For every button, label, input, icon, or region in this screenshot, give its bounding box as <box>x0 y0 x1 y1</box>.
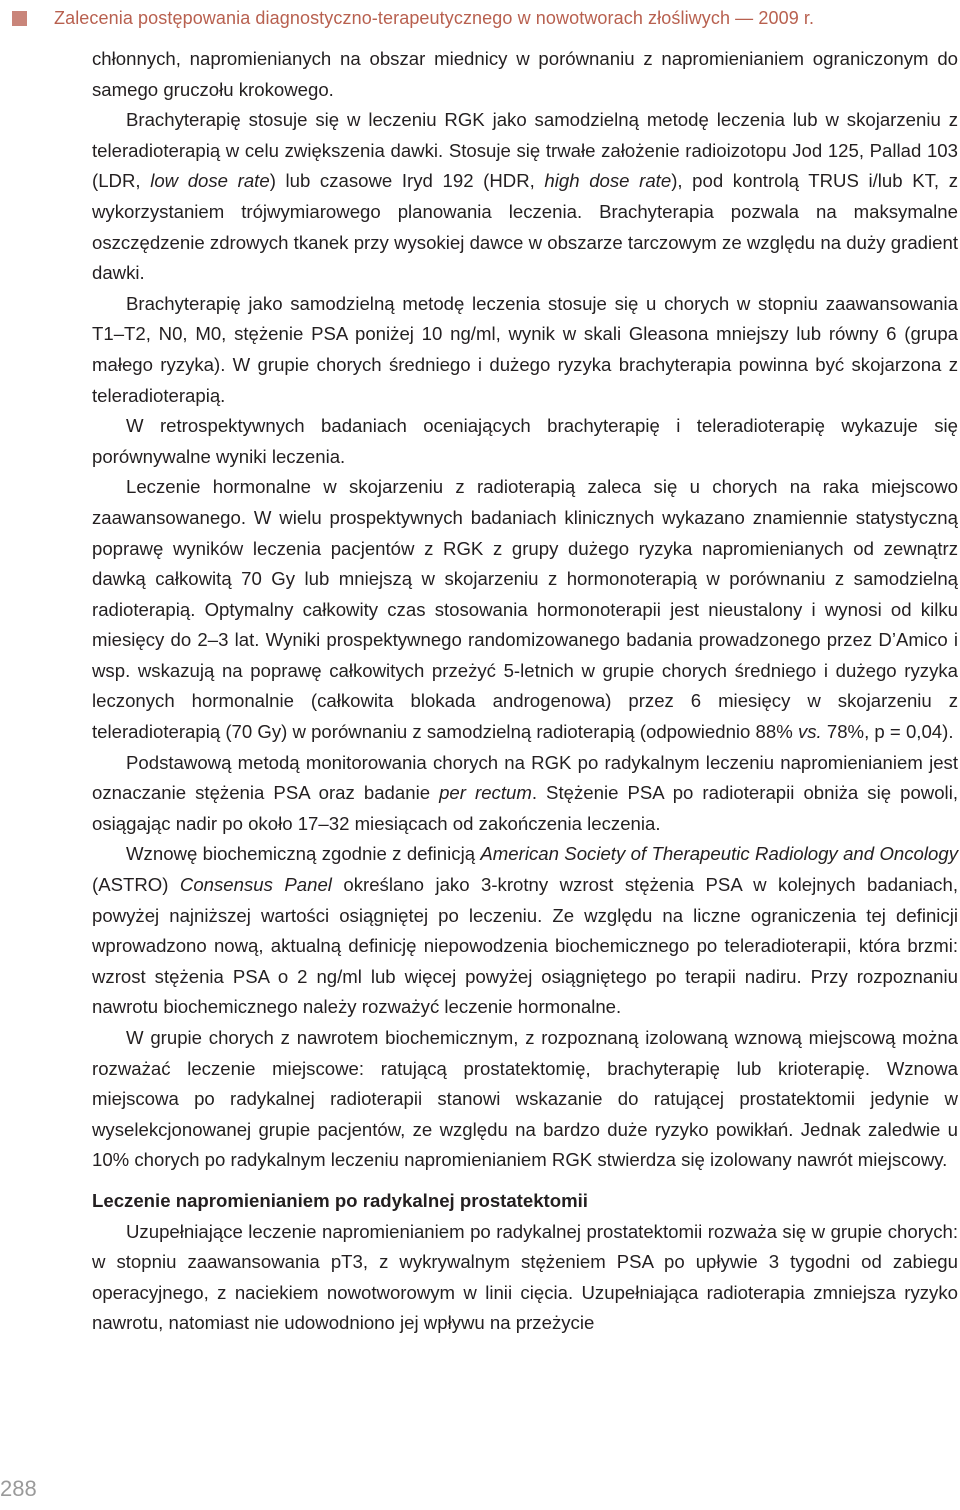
italic-term: American Society of Therapeutic Radiology and Oncology <box>480 843 958 865</box>
text-run: ) lub czasowe Iryd 192 (HDR, <box>269 170 545 192</box>
paragraph-monitoring <box>92 748 958 840</box>
paragraph-adjuvant-radiotherapy: Uzupełniające leczenie napromienianiem po radykalnej prostatektomii rozważa się w grupie chorych: w stopniu zaawansowania pT3, z wykrywalnym stężeniem PSA po upływie 3 tygodni od zabiegu operacyjnego, z naciekiem nowotworowym w linii cięcia. Uzupełniająca radioterapia zmniejsza ryzyko nawrotu, natomiast nie udowodniono jej wpływu na przeżycie <box>92 1220 958 1334</box>
page-number: 288 <box>0 1476 37 1501</box>
paragraph-retrospective-studies <box>92 411 958 472</box>
paragraph-brachytherapy-indications <box>92 289 958 411</box>
paragraph-biochemical-recurrence <box>92 839 958 1023</box>
text-run: ), pod kontrolą TRUS i/lub KT, z wykorzystaniem trójwymiarowego planowania leczenia. Brachyterapia pozwala na maksymalne oszczędzenie zdrowych tkanek przy wysokiej dawce w obszarze tarczowym ze względu na duży gradient dawki. <box>92 170 958 284</box>
text-run: chłonnych, napromienianych na obszar miednicy w porównaniu z napromienianiem ograniczonym do samego gruczołu krokowego. <box>92 48 958 100</box>
running-header <box>12 6 952 30</box>
paragraph-hormonal-therapy <box>92 472 958 747</box>
text-run: 78%, p = 0,04). <box>821 721 954 743</box>
text-run: . Stężenie PSA po radioterapii obniża się powoli, osiągając nadir po około 17–32 miesiącach od zakończenia leczenia. <box>92 782 958 834</box>
text-run: Podstawową metodą monitorowania chorych na RGK po radykalnym leczeniu napromienianiem jest oznaczanie stężenia PSA oraz badanie <box>92 751 958 804</box>
italic-term: high dose rate <box>544 170 672 192</box>
paragraph-continuation <box>92 44 958 105</box>
text-run: W retrospektywnych badaniach oceniających brachyterapię i teleradioterapię wykazuje się porównywalne wyniki leczenia. <box>92 415 958 467</box>
paragraph-local-recurrence <box>92 1023 958 1176</box>
text-run: Brachyterapię jako samodzielną metodę leczenia stosuje się u chorych w stopniu zaawansowania T1–T2, N0, M0, stężenie PSA poniżej 10 ng/ml, wynik w skali Gleasona mniejszy lub równy 6 (grupa małego ryzyka). W grupie chorych średniego i dużego ryzyka brachyterapia powinna być skojarzona z teleradioterapią. <box>92 292 958 406</box>
text-run: (ASTRO) <box>92 874 180 896</box>
header-square-icon <box>12 11 27 26</box>
section-heading: Leczenie napromienianiem po radykalnej prostatektomii <box>92 1189 588 1211</box>
text-run: W grupie chorych z nawrotem biochemicznym, z rozpoznaną izolowaną wznową miejscową można rozważać leczenie miejscowe: ratującą prostatektomię, brachyterapię lub krioterapię. Wznowa miejscowa po radykalnej radioterapii stanowi wskazanie do ratującej prostatektomii jedynie w wyselekcjonowanej grupie pacjentów, ze względu na bardzo duże ryzyko powikłań. Jednak zaledwie u 10% chorych po radykalnym leczeniu napromienianiem RGK stwierdza się izolowany nawrót miejscowy. <box>92 1027 958 1171</box>
italic-term: vs. <box>797 721 822 743</box>
italic-term: per rectum <box>439 782 532 804</box>
text-run: Brachyterapię stosuje się w leczeniu RGK jako samodzielną metodę leczenia lub w skojarzeniu z teleradioterapią w celu zwiększenia dawki. Stosuje się trwałe założenie radioizotopu Jod 125, Pallad 103 (LDR, <box>92 109 958 192</box>
body-text <box>92 44 958 1339</box>
paragraph-brachytherapy <box>92 105 958 289</box>
text-run: Leczenie hormonalne w skojarzeniu z radioterapią zaleca się u chorych na raka miejscowo zaawansowanego. W wielu prospektywnych badaniach klinicznych wykazano znamiennie statystyczną poprawę wyników leczenia pacjentów z RGK z grupy dużego ryzyka napromienianych od zewnątrz dawką całkowitą 70 Gy lub mniejszą w skojarzeniu z hormonoterapią w porównaniu z samodzielną radioterapią. Optymalny całkowity czas stosowania hormonoterapii jest nieustalony i wynosi od kilku miesięcy do 2–3 lat. Wyniki prospektywnego randomizowanego badania prowadzonego przez D’Amico i wsp. wskazują na poprawę całkowitych przeżyć 5-letnich w grupie chorych średniego i dużego ryzyka leczonych hormonalnie (całkowita blokada androgenowa) przez 6 miesięcy w skojarzeniu z teleradioterapią (70 Gy) w porównaniu z samodzielną radioterapią (odpowiednio 88% <box>92 476 958 743</box>
running-header-title: Zalecenia postępowania diagnostyczno-terapeutycznego w nowotworach złośliwych — 2009 r. <box>54 7 815 28</box>
italic-term: low dose rate <box>150 170 270 192</box>
text-run: określano jako 3-krotny wzrost stężenia PSA w kolejnych badaniach, powyżej najniższej wartości osiągniętej po leczeniu. Ze względu na liczne ograniczenia tej definicji wprowadzono nową, aktualną definicję niepowodzenia biochemicznego po teleradioterapii, która brzmi: wzrost stężenia PSA o 2 ng/ml lub więcej powyżej osiągniętego po terapii nadiru. Przy rozpoznaniu nawrotu biochemicznego należy rozważyć leczenie hormonalne. <box>92 874 958 1018</box>
italic-term: Consensus Panel <box>179 874 332 896</box>
text-run: Wznowę biochemiczną zgodnie z definicją <box>126 843 481 865</box>
